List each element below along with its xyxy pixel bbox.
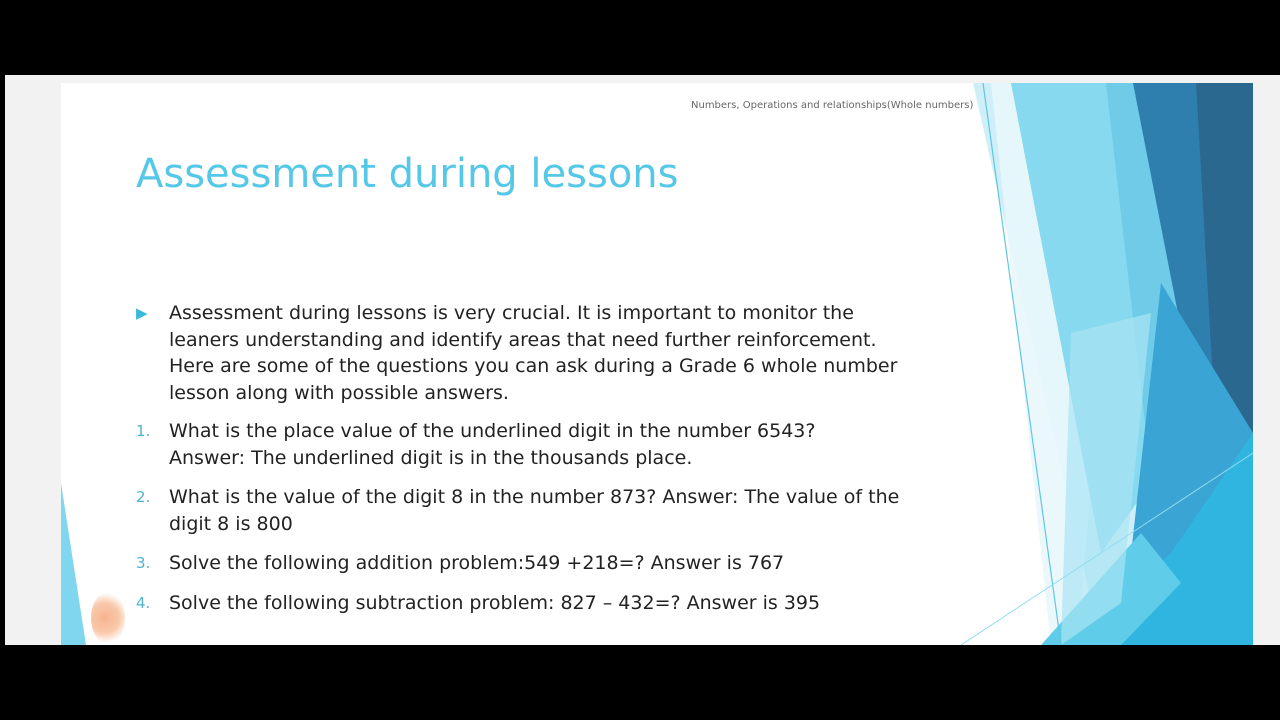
intro-line: lesson along with possible answers.: [169, 381, 509, 404]
item-line: Solve the following subtraction problem: 827 – 432=? Answer is 395: [169, 591, 821, 614]
item-number: 3.: [136, 554, 151, 572]
cursor-glow: [91, 592, 125, 644]
screen-area: [5, 75, 1280, 645]
list-item: [136, 550, 966, 577]
item-line: What is the value of the digit 8 in the number 873? Answer: The value of the: [169, 486, 900, 508]
deco-left-accent: [61, 483, 86, 645]
item-number: 2.: [136, 488, 151, 506]
intro-bullet: [136, 300, 966, 406]
list-item: [136, 418, 966, 471]
slide-title: Assessment during lessons: [136, 151, 679, 197]
list-item: [136, 484, 966, 537]
item-line: Solve the following addition problem:549 +218=? Answer is 767: [169, 552, 785, 574]
slide: [61, 83, 1253, 645]
item-line: digit 8 is 800: [169, 512, 293, 535]
slide-content: [136, 300, 966, 616]
intro-line: leaners understanding and identify areas that need further reinforcement.: [169, 328, 877, 351]
slide-header: Numbers, Operations and relationships(Whole numbers): [691, 100, 974, 111]
intro-line: Assessment during lessons is very crucial. It is important to monitor the: [169, 302, 854, 324]
item-line: Answer: The underlined digit is in the thousands place.: [169, 446, 693, 469]
triangle-right-icon: ▶: [136, 304, 148, 322]
intro-line: Here are some of the questions you can ask during a Grade 6 whole number: [169, 355, 898, 377]
item-line: What is the place value of the underlined digit in the number 6543?: [169, 420, 816, 442]
item-number: 1.: [136, 422, 151, 440]
item-number: 4.: [136, 593, 151, 612]
list-item: [136, 590, 966, 617]
